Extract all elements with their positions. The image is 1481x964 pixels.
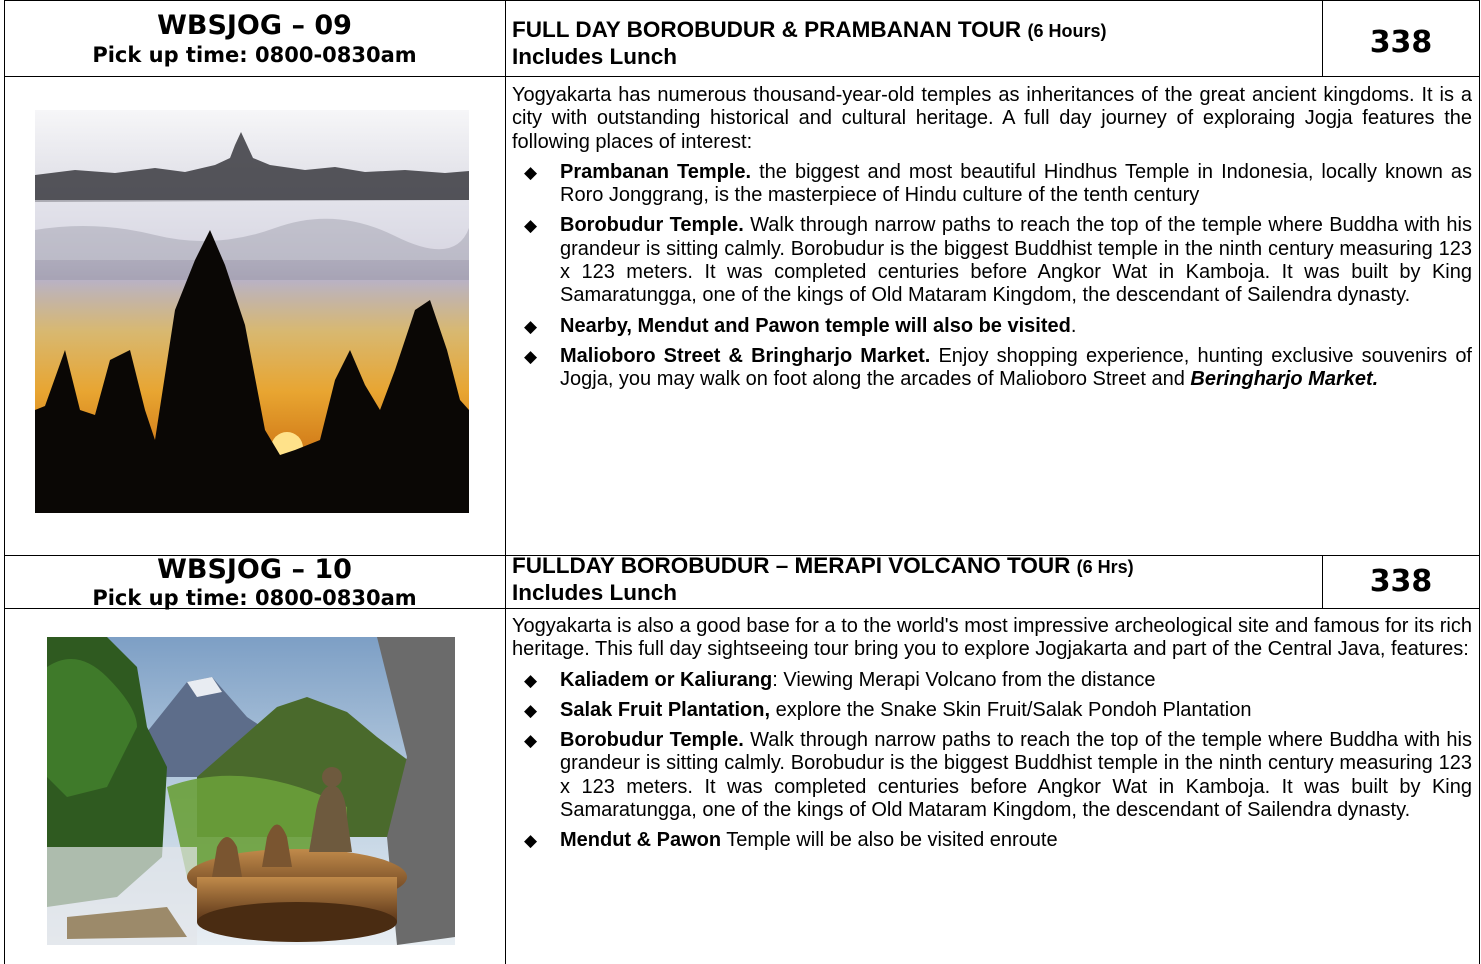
price-value: 338 bbox=[1369, 25, 1433, 60]
list-item bbox=[512, 729, 1472, 822]
highlight-name: Borobudur Temple. bbox=[560, 729, 744, 752]
highlight-name: Borobudur Temple. bbox=[560, 214, 744, 237]
highlight-text: : Viewing Merapi Volcano from the distance bbox=[772, 668, 1156, 691]
highlight-name: Kaliadem or Kaliurang bbox=[560, 668, 773, 691]
diamond-bullet-icon: ◆ bbox=[524, 316, 538, 336]
tour-title-line bbox=[512, 553, 1322, 580]
diamond-bullet-icon: ◆ bbox=[524, 700, 538, 720]
pickup-time: Pick up time: 0800-0830am bbox=[92, 586, 417, 610]
price-value: 338 bbox=[1369, 564, 1433, 599]
list-item bbox=[512, 699, 1472, 722]
list-item bbox=[512, 669, 1472, 692]
tour-subtitle: Includes Lunch bbox=[512, 44, 678, 69]
tour-block-09 bbox=[4, 0, 1480, 555]
highlight-text: . bbox=[1070, 314, 1077, 337]
tour-code-cell bbox=[4, 1, 505, 76]
highlight-name: Mendut & Pawon bbox=[560, 829, 722, 852]
highlight-text: explore the Snake Skin Fruit/Salak Pondoh Plantation bbox=[770, 698, 1252, 721]
diamond-bullet-icon: ◆ bbox=[524, 162, 538, 182]
list-item bbox=[512, 161, 1472, 208]
table-border bbox=[1479, 0, 1480, 555]
diamond-bullet-icon: ◆ bbox=[524, 346, 538, 366]
tour-title: FULLDAY BOROBUDUR – MERAPI VOLCANO TOUR bbox=[512, 553, 1071, 578]
highlight-name: Prambanan Temple. bbox=[560, 160, 752, 183]
diamond-bullet-icon: ◆ bbox=[524, 216, 538, 236]
tour-title-line bbox=[512, 17, 1322, 44]
highlight-name: Salak Fruit Plantation, bbox=[560, 698, 771, 721]
tour-block-10 bbox=[4, 555, 1480, 964]
tour-price bbox=[1322, 1, 1480, 76]
highlights-list bbox=[512, 669, 1472, 853]
highlight-text: Walk through narrow paths to reach the top of the temple where Buddha with his grandeur is sitting calmly. Borobudur is the biggest Buddhist temple in the ninth century measuring 123 x 123 meters. It was completed centuries before Angkor Wat in Kamboja. It was built by King Samaratungga, one of the kings of Old Mataram Kingdom, the descendant of Sailendra dynasty. bbox=[560, 729, 1473, 822]
list-item bbox=[512, 315, 1472, 338]
highlight-text: Temple will be also be visited enroute bbox=[721, 829, 1058, 852]
tour-code: WBSJOG – 09 bbox=[157, 10, 352, 41]
tour-title-cell bbox=[512, 553, 1322, 608]
tour-duration: (6 Hours) bbox=[1027, 21, 1107, 41]
tour-image-cell bbox=[4, 607, 506, 964]
list-item bbox=[512, 214, 1472, 307]
list-item bbox=[512, 345, 1472, 392]
table-border bbox=[1479, 555, 1480, 964]
highlights-list bbox=[512, 161, 1472, 392]
tour-intro: Yogyakarta is also a good base for a to the world's most impressive archeological site and famous for its rich heritage. This full day sightseeing tour bring you to explore Jogjakarta and part of the Central Java, features: bbox=[512, 615, 1472, 661]
tour-code-cell bbox=[4, 556, 505, 608]
highlight-text: Enjoy shopping experience, hunting exclusive souvenirs of Jogja, you may walk on foot along the arcades of Malioboro Street and bbox=[560, 344, 1472, 391]
highlight-text: the biggest and most beautiful Hindhus Temple in Indonesia, locally known as Roro Jonggrang, is the masterpiece of Hindu culture of the tenth century bbox=[560, 160, 1472, 207]
tour-image-cell bbox=[4, 75, 506, 555]
tour-duration: (6 Hrs) bbox=[1076, 557, 1134, 577]
pickup-time: Pick up time: 0800-0830am bbox=[92, 43, 417, 67]
tour-code: WBSJOG – 10 bbox=[157, 554, 352, 585]
tour-description bbox=[512, 615, 1472, 964]
tour-title: FULL DAY BOROBUDUR & PRAMBANAN TOUR bbox=[512, 17, 1022, 42]
tour-intro: Yogyakarta has numerous thousand-year-old temples as inheritances of the great ancient kingdoms. It is a city with outstanding historical and cultural heritage. A full day journey of exploraing Jogja features the following places of interest: bbox=[512, 84, 1472, 153]
highlight-text: Walk through narrow paths to reach the top of the temple where Buddha with his grandeur is sitting calmly. Borobudur is the biggest Buddhist temple in the ninth century measuring 123 x 123 meters. It was completed centuries before Angkor Wat in Kamboja. It was built by King Samaratungga, one of the kings of Old Mataram Kingdom, the descendant of Sailendra dynasty. bbox=[560, 214, 1473, 307]
diamond-bullet-icon: ◆ bbox=[524, 670, 538, 690]
diamond-bullet-icon: ◆ bbox=[524, 731, 538, 751]
tour-header bbox=[4, 555, 1480, 609]
tour-price bbox=[1322, 556, 1480, 608]
list-item bbox=[512, 829, 1472, 852]
tour-header bbox=[4, 0, 1480, 77]
highlight-name: Malioboro Street & Bringharjo Market. bbox=[560, 344, 931, 367]
diamond-bullet-icon: ◆ bbox=[524, 831, 538, 851]
highlight-emphasis: Beringharjo Market. bbox=[1190, 368, 1379, 391]
tour-image-prambanan bbox=[35, 110, 469, 513]
tour-title-cell bbox=[512, 1, 1322, 76]
tour-image-merapi bbox=[47, 637, 455, 945]
highlight-name: Nearby, Mendut and Pawon temple will also be visited bbox=[560, 314, 1071, 337]
tour-description bbox=[512, 84, 1472, 555]
tour-subtitle: Includes Lunch bbox=[512, 580, 678, 605]
